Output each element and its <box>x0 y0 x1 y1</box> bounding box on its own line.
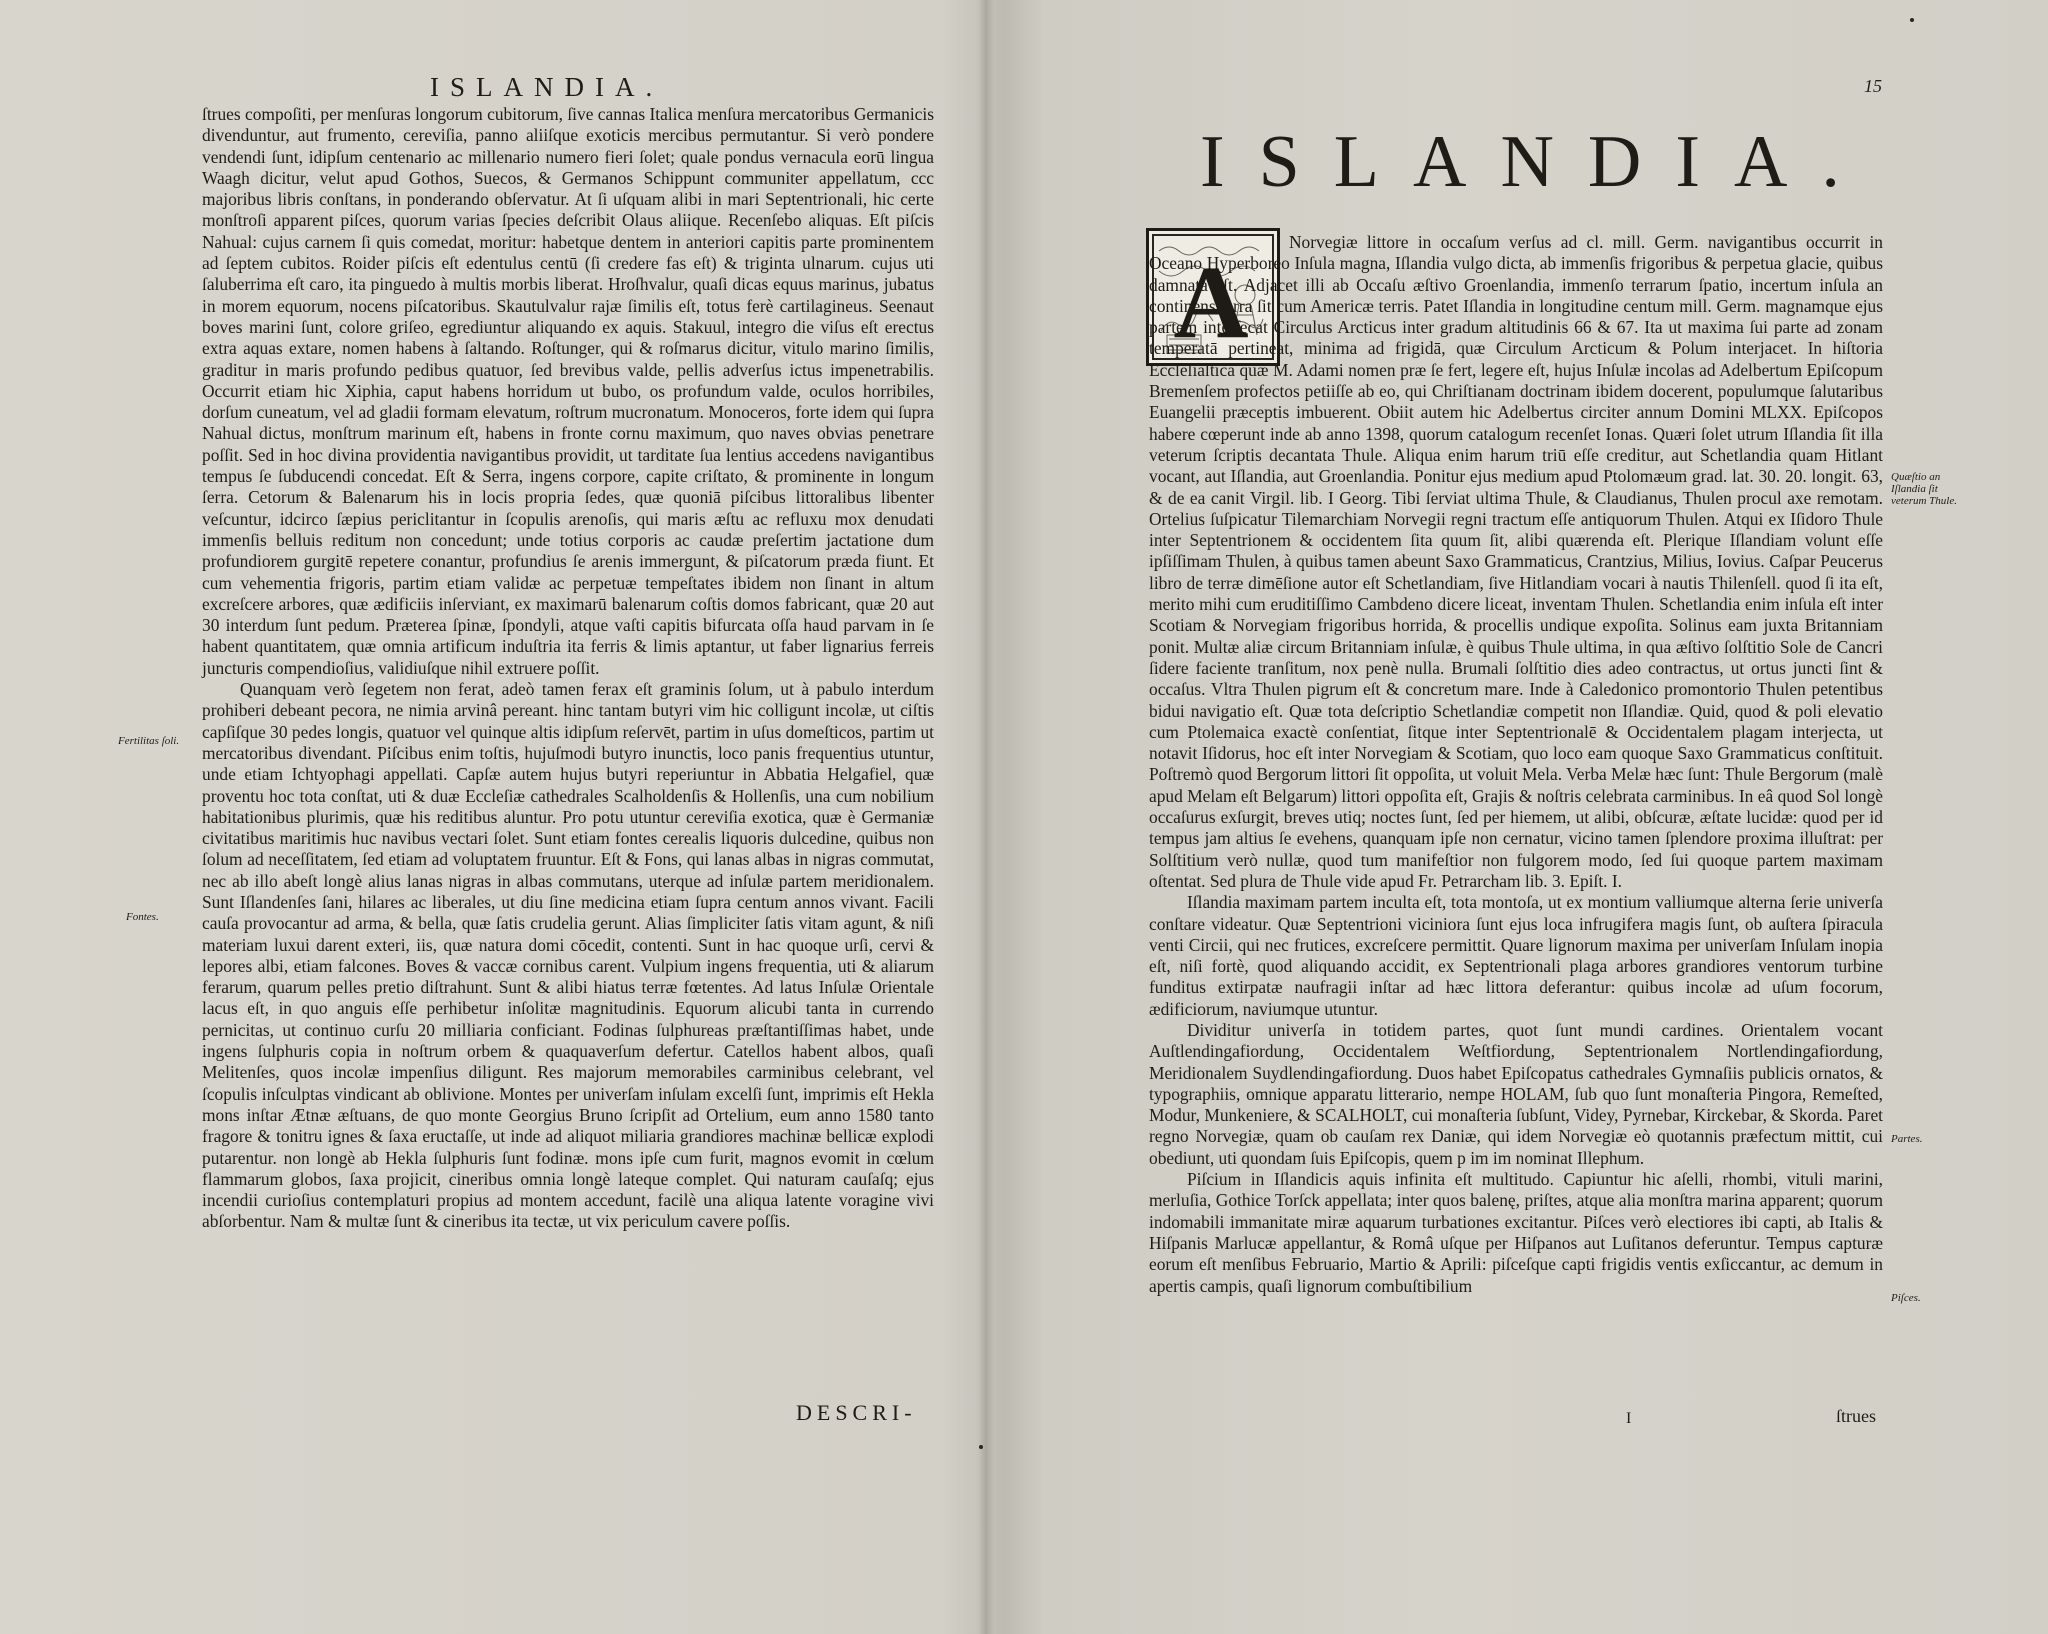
marginal-note-fish: Piſces. <box>1891 1292 1921 1304</box>
paragraph: Dividitur univerſa in totidem partes, quot ſunt mundi cardines. Orientalem vocant Auſtlendingafiordung, Occidentalem Weſtfiordung, Septentrionalem Nortlendingafiordung, Meridionalem Suydlendingafiordung. Duos habet Epiſcopatus cathedrales Gymnaſiis publicis ornatos, & typographiis, omnique apparatu litterario, nempe HOLAM, ſub quo ſunt monaſteria Pingora, Remeſted, Modur, Munkeniere, & SCALHOLT, cui monaſteria ſubſunt, Videy, Pyrnebar, Kirckebar, & Skorda. Paret regno Norvegiæ, quam ob cauſam rex Daniæ, qui idem Norvegiæ eò quotannis præfectum mittit, cui obediunt, uti quondam ſuis Epiſcopis, quem p im im nominat Illephum. <box>1149 1019 1883 1168</box>
left-page-body <box>202 104 934 1233</box>
marginal-note-thule: Quæſtio an Iſlandia ſit veterum Thule. <box>1891 471 1957 507</box>
right-page-body <box>1149 232 1883 1297</box>
right-page <box>994 0 2048 1634</box>
left-page <box>0 0 978 1634</box>
ink-speck <box>979 1445 983 1449</box>
paragraph: ſtrues compoſiti, per menſuras longorum cubitorum, ſive cannas Italica menſura mercatoribus Germanicis divenduntur, aut frumento, cereviſia, panno aliiſque exoticis mercibus permutantur. Si verò pondere vendendi ſunt, idipſum centenario ac millenario numero fieri ſolet; quale pondus vernacula eorū lingua Waagh dicitur, velut apud Gothos, Suecos, & Germanos Schippunt communiter appellatum, ccc majoribus libris conſtans, in ponderando obſervatur. At ſi uſquam alibi in mari Septentrionali, hic certe monſtroſi apparent piſces, quorum varias ſpecies deſcribit Olaus aliique. Recenſebo aliquas. Eſt piſcis Nahual: cujus carnem ſi quis comedat, moritur: habetque dentem in anteriori capitis parte prominentem ad ſeptem cubitos. Roider piſcis eſt edentulus centū (ſi credere fas eſt) & triginta ulnarum. cujus uti ſaluberrima eſt caro, ita pinguedo à multis morbis liberat. Hroſhvalur, quaſi dicas equus marinus, jubatus in morem equorum, nocens piſcatoribus. Skautulvalur rajæ ſimilis eſt, totus ferè cartilagineus. Seenaut boves marini ſunt, colore griſeo, egrediuntur aliquando ex aquis. Stakuul, integro die viſus eſt erectus extra aquas extare, nomen habens à ſaltando. Roſtunger, qui & roſmarus dicitur, vitulo marino ſimilis, graditur in maris profundo pedibus quatuor, ſed brevibus valde, pellis adverſus ictus impenetrabilis. Occurrit etiam hic Xiphia, caput habens horridum ut bubo, os profundum valde, oculos horribiles, dorſum cuneatum, vel ad gladii formam elevatum, roſtrum mucronatum. Monoceros, forte idem qui ſupra Nahual dictus, monſtrum marinum eſt, habens in fronte cornu maximum, quo naves obvias penetrare poſſit. Sed in hoc divina providentia navigantibus providit, ut tarditate ſua lentius accedens navigantibus tempus ſe ſubducendi concedat. Eſt & Serra, ingens corpore, capite criſtato, & prominente in longum ſerra. Cetorum & Balenarum his in locis propria ſedes, quæ quoniā piſcibus littoralibus libenter veſcuntur, idcirco ſæpius periclitantur in ſcopulis arenoſis, qui maris æſtu ac refluxu mox denudati immenſis belluis reditum non concedunt; unde totius corporis ac caudæ preſertim jactatione dum profundiorem gurgitē repetere conantur, profundius ſe arenis immergunt, & piſcatorum præda fiunt. Et cum vehementia frigoris, partim etiam validæ ac perpetuæ tempeſtates ibidem non ſinant in altum excreſcere arbores, quæ ædificiis inſerviant, ex maximarū balenarum coſtis domos fabricant, quæ 20 aut 30 interdum ſunt pedum. Præterea ſpinæ, ſpondyli, atque vaſti capitis bifurcata oſſa haud parvam in ſe habent quantitatem, quæ omnia artificum induſtria ita ferris & limis aptantur, ut faber lignarius ferreis juncturis compendioſius, validiuſque nihil extruere poſſit. <box>202 104 934 678</box>
folio-number: 15 <box>1864 76 1882 96</box>
catchword: DESCRI- <box>796 1400 917 1425</box>
running-head: ISLANDIA. <box>430 72 664 102</box>
page-title: ISLANDIA. <box>1200 121 1874 203</box>
marginal-note-parts: Partes. <box>1891 1133 1923 1145</box>
marginal-note-fertility: Fertilitas ſoli. <box>118 735 180 747</box>
paragraph: Piſcium in Iſlandicis aquis infinita eſt multitudo. Capiuntur hic aſelli, rhombi, vituli marini, merluſia, Gothice Torſck appellata; inter quos balenę, priſtes, atque alia monſtra marina apparent; quorum indomabili immanitate miræ aquarum turbationes excitantur. Piſces verò electiores ibi capti, ab Italis & Hiſpanis Marlucæ appellantur, & Româ uſque per Hiſpanos aut Luſitanos deferuntur. Tempus capturæ eorum eſt menſibus Februario, Martio & Aprili: piſceſque capti frigidis ventis exſiccantur, ac demum in apertis campis, quaſi lignorum combuſtibilium <box>1149 1169 1883 1296</box>
paragraph: Iſlandia maximam partem inculta eſt, tota montoſa, ut ex montium valliumque alterna ſerie univerſa conſtare videatur. Quæ Septentrioni viciniora ſunt ejus loca infrugifera magis ſunt, ob auſtera ſpiracula venti Circii, qui nec frutices, excreſcere permittit. Quare lignorum maxima per univerſam Inſulam inopia eſt, niſi fortè, quod aliquando accidit, ex Septentrionali plaga arbores grandiores ventorum turbine funditus extirpatæ naufragii inſtar ad hæc littora deferantur: quibus incolæ ad uſum focorum, ædificiorum, naviumque utuntur. <box>1149 892 1883 1019</box>
ink-speck <box>1910 18 1914 22</box>
marginal-note-springs: Fontes. <box>126 911 159 923</box>
catchword: ſtrues <box>1836 1406 1876 1426</box>
book-gutter <box>978 0 994 1634</box>
paragraph: Quanquam verò ſegetem non ferat, adeò tamen ferax eſt graminis ſolum, ut à pabulo interdum prohiberi debeant pecora, ne nimia arvinâ pereant. hinc tantam butyri vim hic colligunt incolæ, ut ciſtis capſiſque 30 pedes longis, quatuor vel quinque altis idipſum reſervēt, partim in uſus domeſticos, partim ut mercatoribus divendant. Piſcibus enim toſtis, hujuſmodi butyro inunctis, loco panis frequentius utuntur, unde etiam Ichtyophagi appellati. Capſæ autem hujus butyri reperiuntur in Abbatia Helgafiel, quæ proventu hoc tota conſtat, uti & duæ Eccleſiæ cathedrales Scalholdenſis & Hollenſis, una cum nobilium habitationibus plurimis, quæ his reditibus aluntur. Pro potu utuntur cereviſia exotica, quæ è Germaniæ civitatibus maritimis huc navibus vectari ſolet. Sunt etiam fontes cerealis liquoris dulcedine, quibus non ſolum ad neceſſitatem, ſed etiam ad voluptatem fruuntur. Eſt & Fons, qui lanas albas in nigras commutat, nec ab illo abeſt longè alius lanas nigras in albas commutans, uterque ad inſulæ partem meridionalem. Sunt Iſlandenſes ſani, hilares ac liberales, ut diu ſine medicina etiam ſupra centum annos vivant. Facili cauſa provocantur ad arma, & bella, quæ ſatis crudelia gerunt. Alias ſimpliciter ſatis vitam agunt, & niſi materiam luxui darent exteri, iis, quæ natura domi cōcedit, contenti. Sunt in hac quoque urſi, cervi & lepores albi, etiam falcones. Boves & vaccæ cornibus carent. Vulpium ingens frequentia, uti & aliarum ferarum, quarum pelles pretio diſtrahunt. Sunt & alibi hiatus terræ fœtentes. Ad latus Inſulæ Orientale lacus eſt, in quo anguis eſſe perhibetur inſolitæ magnitudinis. Equorum alicubi tanta in currendo pernicitas, ut continuo curſu 20 milliaria conficiant. Fodinas ſulphureas præſtantiſſimas habet, unde ingens ſulphuris copia in noſtrum orbem & quaquaverſum defertur. Catellos habent albos, quaſi Melitenſes, quos incolæ impenſius diligunt. Res majorum memorabiles carminibus celebrant, vel ſcopulis inſculptas vindicant ab oblivione. Montes per univerſam inſulam excelſi ſunt, imprimis eſt Hekla mons inſtar Ætnæ æſtuans, de quo monte Georgius Bruno ſcripſit ad Ortelium, eum anno 1580 tanto fragore & tonitru ignes & ſaxa eructaſſe, ut inde ad aliquot miliaria grandiores machinæ bellicæ explodi putarentur. non longè ab Hekla ſulphuris ſunt fodinæ. mons ipſe cum furit, magnos evomit in cœlum flammarum globos, ſaxa projicit, cineribus omnia longè lateque complet. Qui naturam cauſaſq; ejus incendii curioſius contemplaturi propius ad montem accedunt, facilè una aliqua latente voragine vivi abſorbentur. Nam & multæ ſunt & cineribus ita tectæ, ut vix periculum cavere poſſis. <box>202 679 934 1232</box>
paragraph: Norvegiæ littore in occaſum verſus ad cl. mill. Germ. navigantibus occurrit in Oceano Hyperboreo Inſula magna, Iſlandia vulgo dicta, ab immenſis frigoribus & perpetua glacie, quibus damnata eſt. Adjacet illi ab Occaſu æſtivo Groenlandia, immenſo terrarum ſpatio, incertum inſula an continens terra ſit cum Americæ terris. Patet Iſlandia in longitudine centum mill. Germ. magnamque ejus partem interſecat Circulus Arcticus inter gradum altitudinis 66 & 67. Ita ut maxima ſui parte ad zonam temperatā pertineat, minima ad frigidā, quæ Circulum Arcticum & Polum interjacet. In hiſtoria Eccleſiaſtica quæ M. Adami nomen præ ſe fert, legere eſt, hujus Inſulæ incolas ad Adelbertum Epiſcopum Bremenſem profectos petiiſſe ab eo, qui Chriſtianam doctrinam ibidem docerent, populumque ſalutaribus Euangelii præceptis imbuerent. Obiit autem hic Adelbertus circiter annum Domini MLXX. Epiſcopos habere cœperunt inde ab anno 1398, quorum catalogum recenſet Ionas. Quæri ſolet utrum Iſlandia ſit illa veterum ſcriptis decantata Thule. Aliqua enim harum triū eſſe creditur, aut Schetlandia quam Hitlant vocant, aut Iſlandia, aut Groenlandia. Ponitur ejus medium apud Ptolomæum grad. lat. 30. 20. longit. 63, & de ea canit Virgil. lib. I Georg. Tibi ſerviat ultima Thule, & Claudianus, Thulen procul axe remotam. Ortelius ſuſpicatur Tilemarchiam Norvegii regni tractum eſſe antiquorum Thulen. Atqui ex Iſidoro Thule inter Septentrionem & occidentem ſita quum ſit, alibi quærenda eſt. Plerique Iſlandiam volunt eſſe ipſiſſimam Thulen, à quibus tamen abeunt Saxo Grammaticus, Crantzius, Milius, Iovius. Caſpar Peucerus libro de terræ dimēſione autor eſt Schetlandiam, ſive Hitlandiam vocari à nautis Thilenſell. quod ſi ita eſt, merito mihi cum eruditiſſimo Cambdeno dicere liceat, inventam Thulen. Schetlandia enim inſula eſt inter Scotiam & Norvegiam frigoribus horrida, & procellis undique expoſita. Solinus eam juxta Britanniam ponit. Multæ aliæ circum Britanniam inſulæ, è quibus Thule ultima, in qua æſtivo ſolſtitio Sole de Cancri ſidere faciente tranſitum, nox penè nulla. Brumali ſolſtitio dies adeo contractus, ut ortus juncti ſint & occaſus. Vltra Thulen pigrum eſt & concretum mare. Inde à Caledonico promontorio Thulen petentibus bidui navigatio eſt. Quæ tota deſcriptio Schetlandiæ competit non Iſlandiæ. Quid, quod & poli elevatio cum Ptolemaica exactè conſentiat, ſitque inter Septentrionalē & Occidentalem plagam interjecta, ut notavit Iſidorus, hoc eſt inter Norvegiam & Scotiam, quo loco eam quoque Saxo Grammaticus conſtituit. Poſtremò quod Bergorum littori ſit oppoſita, ut voluit Mela. Verba Melæ hæc ſunt: Thule Bergorum (malè apud Melam eſt Belgarum) littori oppoſita eſt, Grajis & noſtris celebrata carminibus. In eâ quod Sol longè occaſurus exſurgit, breves utiq; noctes ſunt, ſed per hiemem, ut alibi, obſcuræ, æſtate lucidæ: quod per id tempus jam altius ſe evehens, quanquam ipſe non cernatur, vicino tamen ſplendore proxima illuſtrat: per Solſtitium verò nullæ, quod tum manifeſtior non fulgorem modo, ſed ſui quoque partem maximam oſtentat. Sed plura de Thule vide apud Fr. Petrarcham lib. 3. Epiſt. I. <box>1149 232 1883 891</box>
signature-mark: I <box>1626 1410 1632 1427</box>
initial-letter: A <box>1173 245 1249 360</box>
